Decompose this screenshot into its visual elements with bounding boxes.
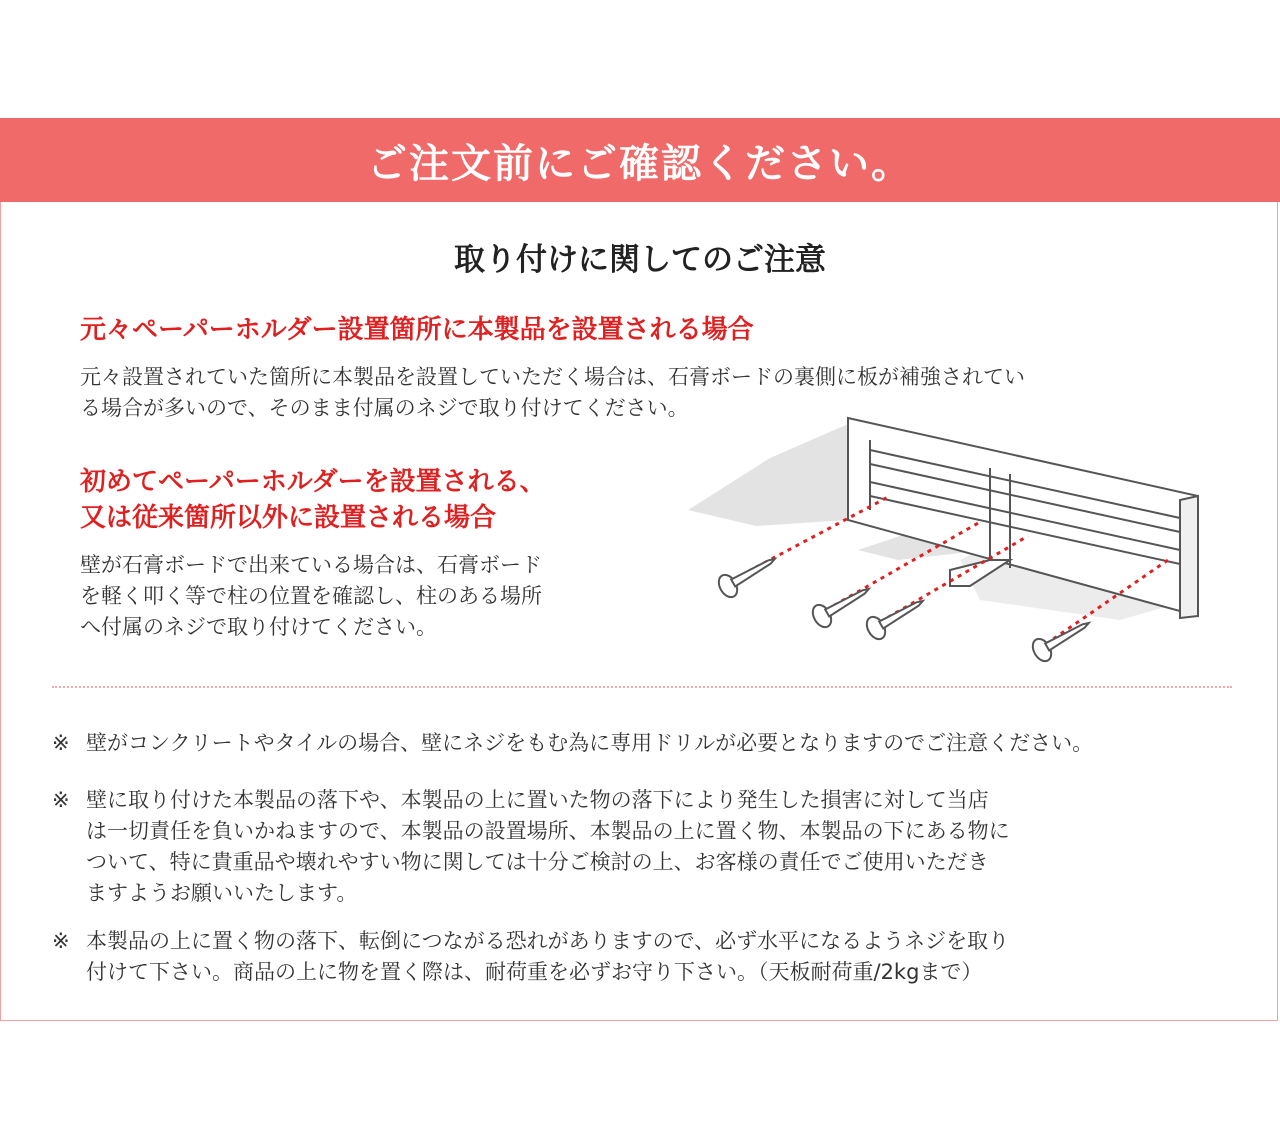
- note-item: [52, 785, 1236, 909]
- note-mark: ※: [52, 731, 70, 755]
- note-line: 壁がコンクリートやタイルの場合、壁にネジをもむ為に専用ドリルが必要となりますのでご注意ください。: [86, 731, 1094, 755]
- screw-icon: [715, 549, 781, 601]
- note-item: [52, 926, 1236, 988]
- screw-icon: [1029, 613, 1095, 665]
- note-mark: ※: [52, 788, 70, 812]
- case1-line: る場合が多いので、そのまま付属のネジで取り付けてください。: [80, 396, 689, 420]
- dotted-divider: [52, 686, 1232, 688]
- banner: [0, 118, 1280, 202]
- note-line: は一切責任を負いかねますので、本製品の設置場所、本製品の上に置く物、本製品の下にある物に: [86, 819, 1010, 843]
- note-line: ついて、特に貴重品や壊れやすい物に関しては十分ご検討の上、お客様の責任でご使用いただき: [86, 850, 989, 874]
- note-item: [52, 728, 1236, 759]
- case1-line: 元々設置されていた箇所に本製品を設置していただく場合は、石膏ボードの裏側に板が補強されてい: [80, 365, 1025, 389]
- case2-heading: [80, 464, 546, 536]
- case2-line: 壁が石膏ボードで出来ている場合は、石膏ボード: [80, 553, 542, 577]
- case2-line: を軽く叩く等で柱の位置を確認し、柱のある場所: [80, 584, 542, 608]
- case2-heading-line: 初めてペーパーホルダーを設置される、: [80, 467, 546, 497]
- note-line: ますようお願いいたします。: [86, 881, 358, 905]
- note-mark: ※: [52, 929, 70, 953]
- section-title: 取り付けに関してのご注意: [454, 242, 826, 278]
- case2-heading-line: 又は従来箇所以外に設置される場合: [80, 503, 497, 533]
- case1-heading: 元々ペーパーホルダー設置箇所に本製品を設置される場合: [80, 315, 754, 345]
- note-line: 壁に取り付けた本製品の落下や、本製品の上に置いた物の落下により発生した損害に対して当店: [86, 788, 989, 812]
- note-line: 付けて下さい。商品の上に物を置く際は、耐荷重を必ずお守り下さい。（天板耐荷重/2kgまで）: [86, 960, 983, 984]
- banner-title: ご注文前にご確認ください。: [367, 140, 913, 187]
- wall-plane: [688, 424, 848, 526]
- holder-side: [1180, 496, 1198, 618]
- case2-line: へ付属のネジで取り付けてください。: [80, 615, 437, 639]
- note-line: 本製品の上に置く物の落下、転倒につながる恐れがありますので、必ず水平になるようネジを取り: [86, 929, 1010, 953]
- case2-body: [80, 550, 542, 643]
- wall-mount-illustration: [680, 410, 1240, 670]
